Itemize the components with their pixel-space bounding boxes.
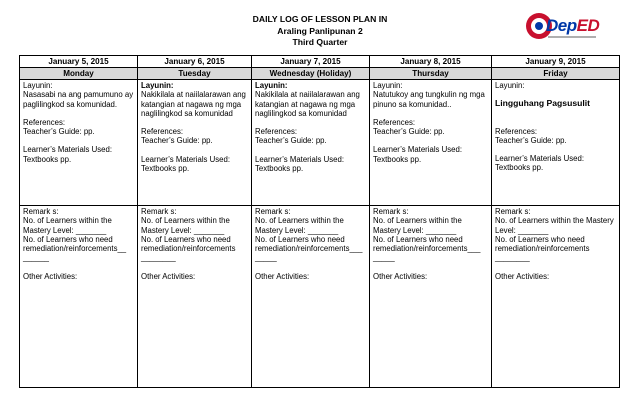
mastery-level: No. of Learners within the Mastery Level: _______ <box>23 216 112 235</box>
objective-text: Lingguhang Pagsusulit <box>495 98 591 109</box>
blank-line: _____ <box>255 253 277 263</box>
blank-line: _____ <box>373 253 395 263</box>
objective-text: Nasasabi na ang pamumuno ay paglilingkod sa komunidad. <box>23 90 134 109</box>
remediation: No. of Learners who need remediation/reinforcements__ <box>23 234 127 254</box>
layunin-label: Layunin: <box>495 81 525 90</box>
textbooks: Textbooks pp. <box>141 164 190 174</box>
remarks-cell <box>252 206 370 388</box>
teachers-guide: Teacher’s Guide: pp. <box>255 136 327 146</box>
teachers-guide: Teacher’s Guide: pp. <box>373 127 445 137</box>
layunin-label: Layunin: <box>373 81 403 90</box>
document-title: DAILY LOG OF LESSON PLAN IN <box>252 14 388 24</box>
day-header: Wednesday (Holiday) <box>252 68 370 80</box>
logo-underline <box>548 36 596 38</box>
blank-line: ______ <box>23 253 50 263</box>
day-header: Monday <box>20 68 138 80</box>
teachers-guide: Teacher’s Guide: pp. <box>23 127 95 137</box>
remarks-label: Remark s: <box>141 207 177 216</box>
mastery-level: No. of Learners within the Mastery Level: _______ <box>255 216 344 235</box>
day-header: Thursday <box>370 68 492 80</box>
subject-title: Araling Panlipunan 2 <box>277 25 363 36</box>
title-block <box>200 14 440 49</box>
textbooks: Textbooks pp. <box>373 154 422 164</box>
other-activities: Other Activities: <box>495 271 550 281</box>
date-header: January 8, 2015 <box>370 56 492 68</box>
textbooks: Textbooks pp. <box>495 163 544 173</box>
day-row <box>20 68 620 80</box>
day-header: Tuesday <box>138 68 252 80</box>
lesson-cell <box>492 80 620 206</box>
remarks-cell <box>138 206 252 388</box>
other-activities: Other Activities: <box>141 271 196 281</box>
other-activities: Other Activities: <box>23 271 78 281</box>
quarter-title: Third Quarter <box>292 37 348 47</box>
mastery-level: No. of Learners within the Mastery Level: _______ <box>495 216 614 235</box>
remarks-cell <box>370 206 492 388</box>
references-label: References: <box>373 117 416 127</box>
objective-text: Nakikilala at naiilalarawan ang katangian at nagawa ng mga naglilingkod sa komunidad <box>255 90 360 118</box>
date-header: January 6, 2015 <box>138 56 252 68</box>
blank-line: ________ <box>141 253 176 263</box>
other-activities: Other Activities: <box>373 271 428 281</box>
references-label: References: <box>141 127 184 137</box>
mastery-level: No. of Learners within the Mastery Level: _______ <box>373 216 462 235</box>
mastery-level: No. of Learners within the Mastery Level: _______ <box>141 216 230 235</box>
date-header: January 7, 2015 <box>252 56 370 68</box>
textbooks: Textbooks pp. <box>23 154 72 164</box>
remarks-label: Remark s: <box>23 207 59 216</box>
day-header: Friday <box>492 68 620 80</box>
blank-line: ________ <box>495 253 530 263</box>
learners-materials: Learner’s Materials Used: <box>495 154 584 164</box>
remediation: No. of Learners who need remediation/reinforcements <box>495 234 590 254</box>
textbooks: Textbooks pp. <box>255 164 304 174</box>
teachers-guide: Teacher’s Guide: pp. <box>141 136 213 146</box>
date-header: January 9, 2015 <box>492 56 620 68</box>
lesson-cell <box>252 80 370 206</box>
other-activities: Other Activities: <box>255 271 310 281</box>
references-label: References: <box>23 117 66 127</box>
remediation: No. of Learners who need remediation/reinforcements___ <box>373 234 481 254</box>
remarks-row <box>20 206 620 388</box>
date-row <box>20 56 620 68</box>
lesson-cell <box>370 80 492 206</box>
remarks-cell <box>20 206 138 388</box>
lesson-cell <box>138 80 252 206</box>
remarks-label: Remark s: <box>495 207 531 216</box>
learners-materials: Learner’s Materials Used: <box>141 154 230 164</box>
learners-materials: Learner’s Materials Used: <box>255 154 344 164</box>
date-header: January 5, 2015 <box>20 56 138 68</box>
layunin-label: Layunin: <box>141 81 174 90</box>
lesson-log-table <box>19 55 620 388</box>
references-label: References: <box>495 126 538 136</box>
objective-text: Natutukoy ang tungkulin ng mga pinuno sa komunidad.. <box>373 90 485 109</box>
document-header <box>0 0 638 55</box>
remarks-label: Remark s: <box>373 207 409 216</box>
remediation: No. of Learners who need remediation/reinforcements <box>141 234 236 254</box>
learners-materials: Learner’s Materials Used: <box>23 145 112 155</box>
layunin-label: Layunin: <box>23 81 53 90</box>
remarks-label: Remark s: <box>255 207 291 216</box>
deped-logo <box>526 11 600 45</box>
learners-materials: Learner’s Materials Used: <box>373 145 462 155</box>
deped-logo-text: DepED <box>546 16 600 35</box>
teachers-guide: Teacher’s Guide: pp. <box>495 135 567 145</box>
lesson-row <box>20 80 620 206</box>
remarks-cell <box>492 206 620 388</box>
lesson-cell <box>20 80 138 206</box>
references-label: References: <box>255 127 298 137</box>
layunin-label: Layunin: <box>255 81 288 90</box>
objective-text: Nakikilala at naiilalarawan ang katangian at nagawa ng mga naglilingkod sa komunidad <box>141 90 246 118</box>
remediation: No. of Learners who need remediation/reinforcements___ <box>255 234 363 254</box>
